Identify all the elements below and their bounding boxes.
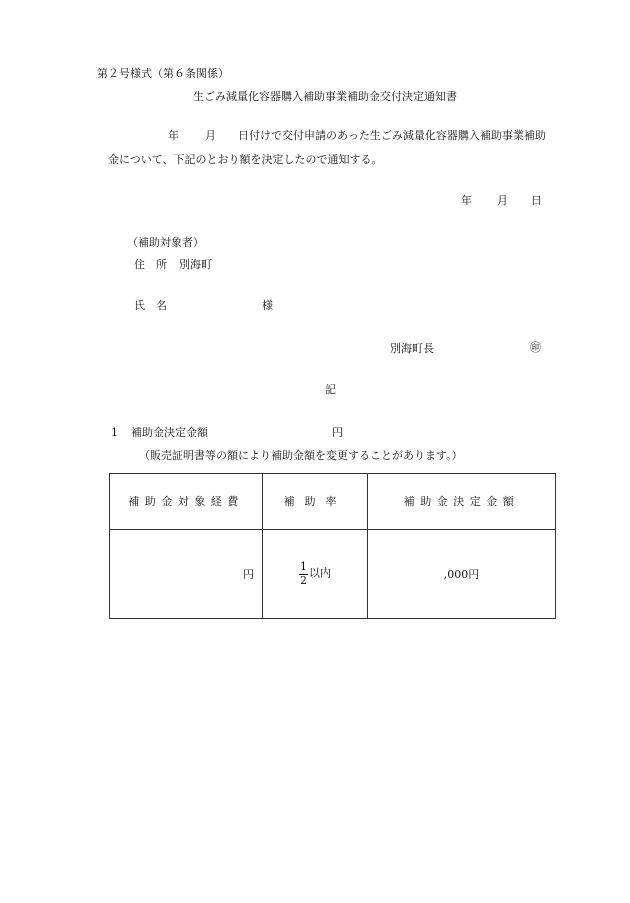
body-line-1: 日付けで交付申請のあった生ごみ減量化容器購入補助事業補助 — [238, 129, 546, 142]
rate-fraction — [299, 561, 308, 586]
subsidy-table — [109, 473, 556, 619]
decided-amount-value: ,000円 — [443, 567, 480, 581]
rate-numerator: 1 — [300, 560, 307, 574]
item-label: 補助金決定金額 — [131, 426, 208, 439]
table-row — [110, 530, 556, 619]
ki-heading: 記 — [325, 383, 336, 396]
form-number-label: 第２号様式（第６条関係） — [97, 67, 229, 80]
body-year: 年 — [168, 129, 179, 142]
header-covered-cost: 補助金対象経費 — [110, 474, 263, 530]
document-title: 生ごみ減量化容器購入補助事業補助金交付決定通知書 — [193, 90, 457, 103]
address-value: 別海町 — [179, 258, 212, 271]
date-day: 日 — [531, 194, 542, 207]
name-label: 氏 名 — [134, 299, 167, 312]
rate-denominator: 2 — [300, 573, 307, 587]
date-month: 月 — [497, 194, 508, 207]
address-label: 住 所 — [134, 258, 167, 271]
seal-mark: ㊞ — [530, 341, 541, 354]
cost-unit: 円 — [243, 567, 254, 581]
issuer-name: 別海町長 — [390, 342, 434, 355]
header-rate-text: 補助率 — [283, 495, 347, 508]
table-header-row — [110, 474, 556, 530]
recipient-heading: （補助対象者） — [127, 236, 204, 249]
body-line-2: 金について、下記のとおり額を決定したので通知する。 — [108, 153, 383, 166]
cell-covered-cost — [110, 530, 263, 619]
rate-suffix: 以内 — [309, 567, 331, 580]
item-unit: 円 — [332, 426, 343, 439]
item-number: 1 — [111, 426, 118, 439]
honorific: 様 — [262, 299, 273, 312]
body-month: 月 — [205, 129, 216, 142]
cell-decided-amount — [368, 530, 556, 619]
date-year: 年 — [461, 194, 472, 207]
item-note: （販売証明書等の額により補助金額を変更することがあります。） — [139, 449, 463, 462]
header-decided-amount: 補助金決定金額 — [368, 474, 556, 530]
cell-rate — [263, 530, 368, 619]
header-rate — [263, 474, 368, 530]
